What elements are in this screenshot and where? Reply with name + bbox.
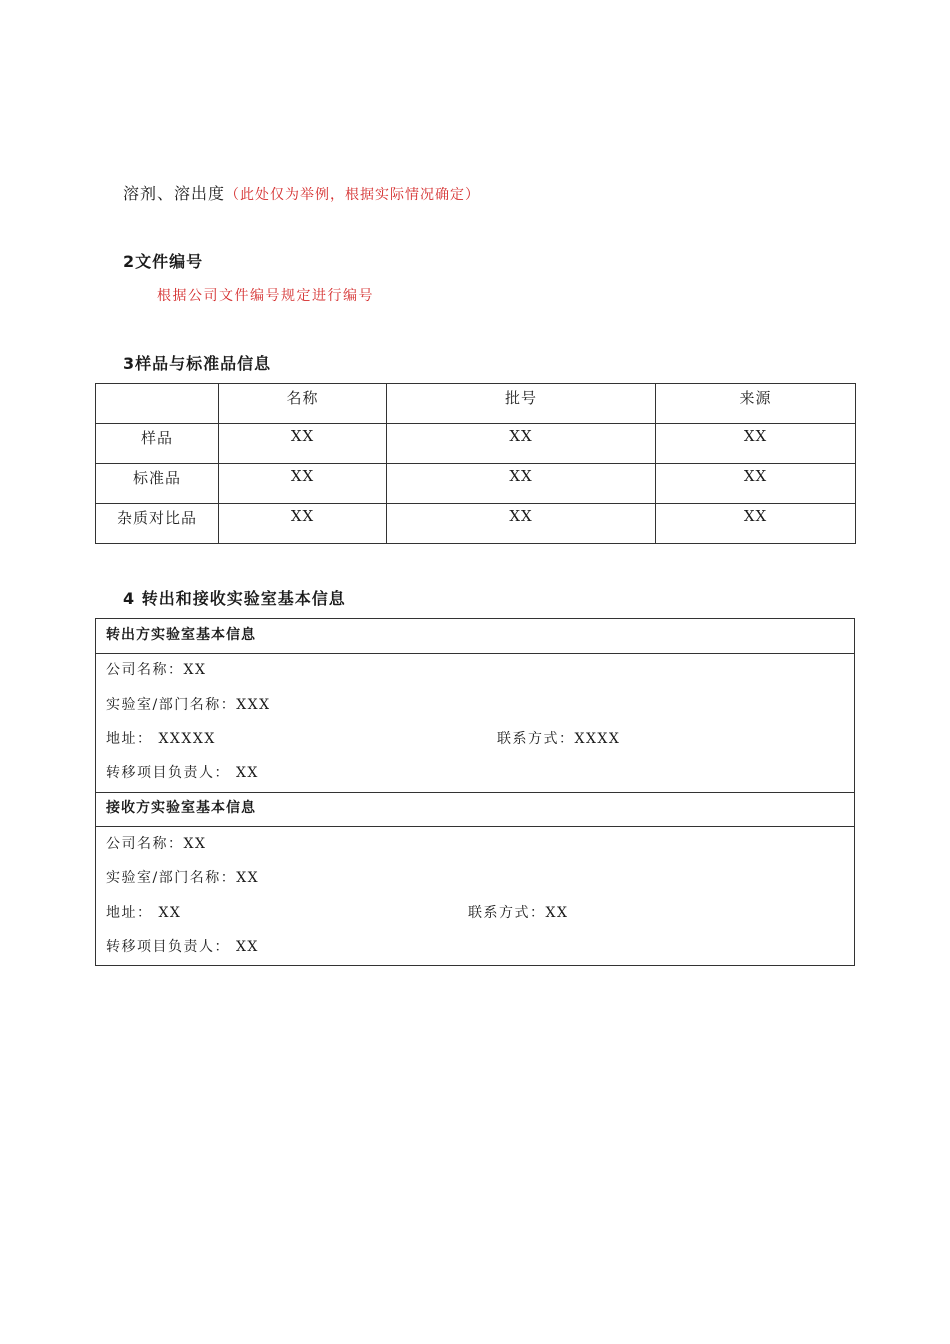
sample-standard-table [95,383,856,544]
table-cell: XX [387,424,656,464]
table-cell: XX [656,504,856,544]
receiver-contact: 联系方式：XX [468,905,569,921]
table-row [96,424,856,464]
intro-line [123,181,480,204]
table-cell: XX [219,424,387,464]
transfer-lab-name: 实验室/部门名称：XXX [106,697,271,713]
table-row [96,504,856,544]
lab-info-box [95,618,855,966]
table-cell: XX [219,464,387,504]
table-cell: XX [387,464,656,504]
receiver-lab-title: 接收方实验室基本信息 [96,792,854,827]
section-3-heading: 3样品与标准品信息 [123,354,272,373]
receiver-address: 地址： XX [106,905,182,921]
transfer-owner: 转移项目负责人： XX [106,765,259,781]
table-header-cell: 批号 [387,384,656,424]
receiver-lab-name: 实验室/部门名称：XX [106,870,260,886]
section-2-heading: 2文件编号 [123,252,204,271]
receiver-owner: 转移项目负责人： XX [106,939,259,955]
table-header-cell: 来源 [656,384,856,424]
transfer-lab-title: 转出方实验室基本信息 [96,619,854,654]
table-header-cell [96,384,219,424]
table-row [96,464,856,504]
section-2-note: 根据公司文件编号规定进行编号 [157,288,374,304]
transfer-contact: 联系方式：XXXX [497,731,621,747]
receiver-company: 公司名称：XX [106,836,207,852]
table-cell: 杂质对比品 [96,504,219,544]
transfer-address: 地址： XXXXX [106,731,216,747]
table-cell: 样品 [96,424,219,464]
intro-text: 溶剂、溶出度 [123,184,226,203]
section-4-heading: 4 转出和接收实验室基本信息 [123,589,346,608]
table-cell: XX [656,424,856,464]
intro-note: （此处仅为举例，根据实际情况确定） [225,187,481,203]
table-cell: XX [656,464,856,504]
table-header-row [96,384,856,424]
table-header-cell: 名称 [219,384,387,424]
table-cell: XX [219,504,387,544]
table-cell: XX [387,504,656,544]
transfer-company: 公司名称：XX [106,662,207,678]
table-cell: 标准品 [96,464,219,504]
